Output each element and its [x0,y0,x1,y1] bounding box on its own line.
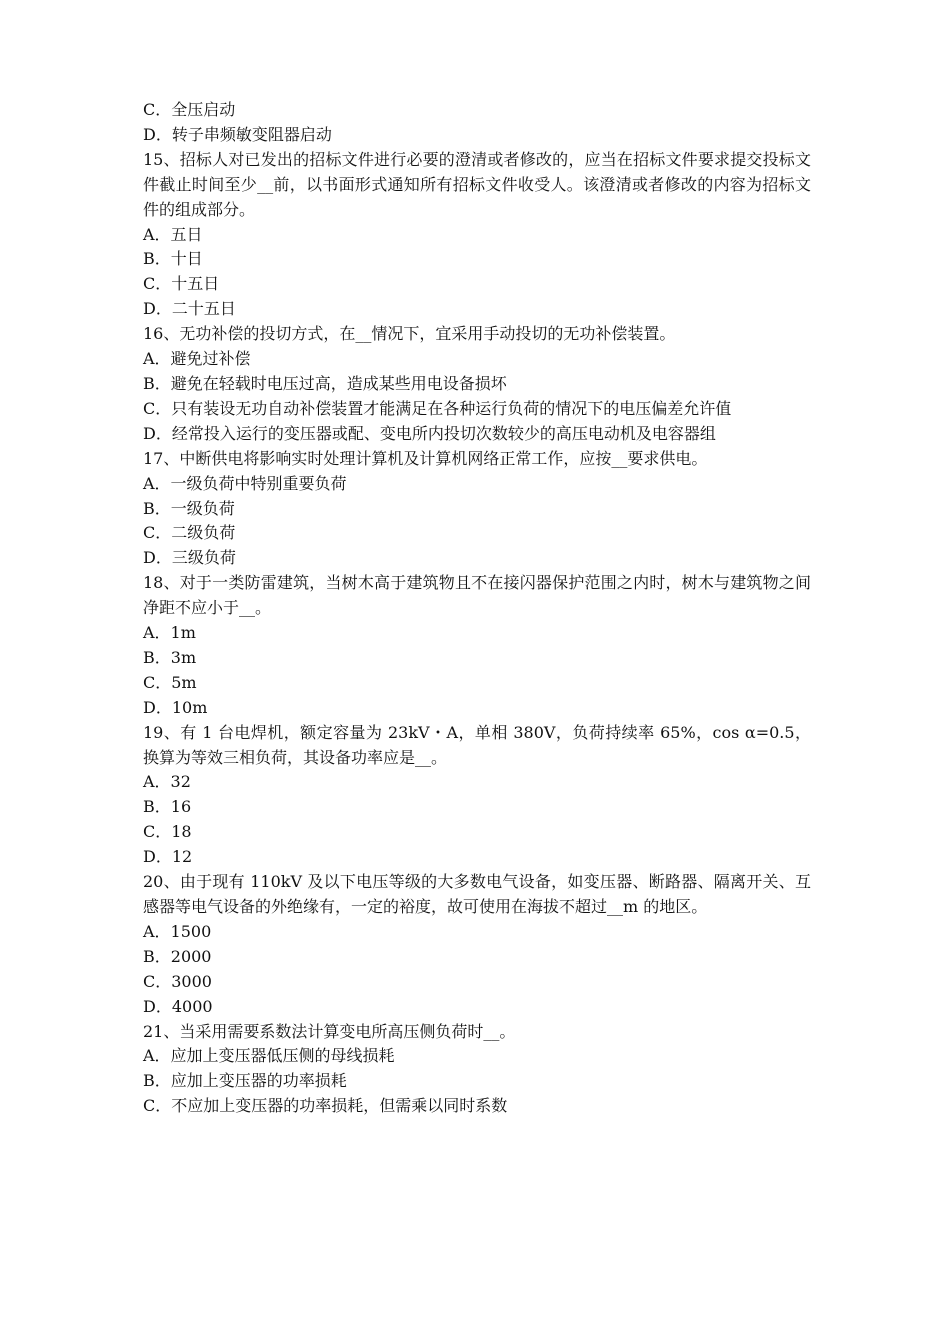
answer-option: B．十日 [143,249,203,269]
answer-option: B．应加上变压器的功率损耗 [143,1071,347,1091]
document-body [143,98,811,1119]
question-text: 17、中断供电将影响实时处理计算机及计算机网络正常工作，应按__要求供电。 [143,448,708,468]
answer-option: D．10m [143,697,208,717]
answer-option: D．4000 [143,996,213,1016]
answer-option: B．2000 [143,946,212,966]
answer-option: A．五日 [143,224,203,244]
answer-option: B．一级负荷 [143,498,235,518]
question-text: 15、招标人对已发出的招标文件进行必要的澄清或者修改的，应当在招标文件要求提交投标文件截止时间至少__前，以书面形式通知所有招标文件收受人。该澄清或者修改的内容为招标文件的组成部分。 [143,149,811,219]
answer-option: B．16 [143,797,192,817]
answer-option: C．二级负荷 [143,523,236,543]
answer-option: A．应加上变压器低压侧的母线损耗 [143,1046,395,1066]
answer-option: C．18 [143,822,192,842]
answer-option: D．经常投入运行的变压器或配、变电所内投切次数较少的高压电动机及电容器组 [143,423,716,443]
answer-option: D．二十五日 [143,299,236,319]
answer-option: C．十五日 [143,274,220,294]
question-text: 20、由于现有 110kV 及以下电压等级的大多数电气设备，如变压器、断路器、隔离开关、互感器等电气设备的外绝缘有，一定的裕度，故可使用在海拔不超过__m 的地区。 [143,872,811,916]
answer-option: A．32 [143,772,191,792]
question-text: 21、当采用需要系数法计算变电所高压侧负荷时__。 [143,1021,516,1041]
answer-option: C．全压启动 [143,100,236,119]
question-text: 19、有 1 台电焊机，额定容量为 23kV・A，单相 380V，负荷持续率 65%，cos α=0.5，换算为等效三相负荷，其设备功率应是__。 [143,722,811,767]
answer-option: C．只有装设无功自动补偿装置才能满足在各种运行负荷的情况下的电压偏差允许值 [143,398,732,418]
answer-option: D．12 [143,847,193,867]
question-text: 18、对于一类防雷建筑，当树木高于建筑物且不在接闪器保护范围之内时，树木与建筑物之间净距不应小于__。 [143,573,811,618]
answer-option: A．一级负荷中特别重要负荷 [143,473,347,493]
answer-option: C．3000 [143,971,212,991]
answer-option: B．3m [143,647,197,667]
answer-option: C．不应加上变压器的功率损耗，但需乘以同时系数 [143,1096,508,1116]
answer-option: D．转子串频敏变阻器启动 [143,124,332,144]
answer-option: A．避免过补偿 [143,349,251,369]
answer-option: A．1500 [143,921,212,941]
answer-option: A．1m [143,623,196,643]
question-text: 16、无功补偿的投切方式，在__情况下，宜采用手动投切的无功补偿装置。 [143,324,676,344]
answer-option: C．5m [143,672,197,692]
answer-option: D．三级负荷 [143,548,236,568]
answer-option: B．避免在轻载时电压过高，造成某些用电设备损坏 [143,373,507,393]
